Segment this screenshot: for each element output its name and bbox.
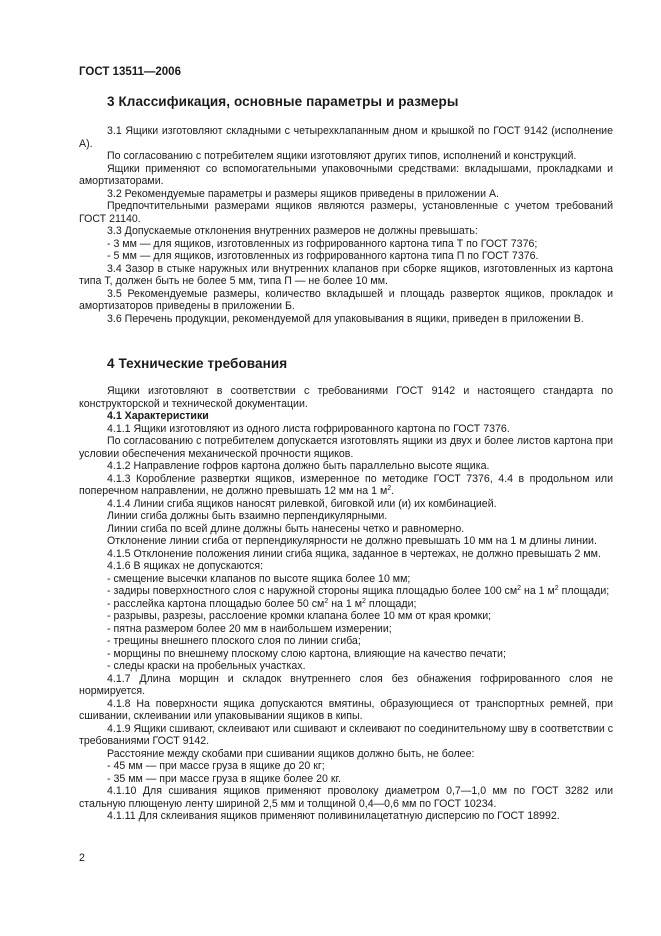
superscript: 2 [554,585,559,592]
section-3-body [79,125,613,325]
paragraph-4-1-8: 4.1.8 На поверхности ящика допускаются вмятины, образующиеся от транспортных ремней, при сшивании, склеивании или упаковывании ящиков в кипы. [79,697,613,722]
paragraph-4-1-10: 4.1.10 Для сшивания ящиков применяют проволоку диаметром 0,7—1,0 мм по ГОСТ 3282 или стальную плющеную ленту шириной 2,5 мм и толщиной 0,4—0,6 мм по ГОСТ 10234. [79,785,613,810]
paragraph-text: 4.1.3 Коробление развертки ящиков, измеренное по методике ГОСТ 7376, 4.4 в продольном или поперечном направлении, не должно превышать 12 мм на 1 м [79,472,613,497]
list-item: - 45 мм — при массе груза в ящике до 20 кг; [107,760,325,772]
list-text: - расслейка картона площадью более 50 см [107,597,325,610]
list-text: площади; [558,585,610,597]
list-item: - 5 мм — для ящиков, изготовленных из гофрированного картона типа П по ГОСТ 7376. [107,250,539,262]
paragraph-4-1-3 [79,473,613,498]
paragraph-4-1-2: 4.1.2 Направление гофров картона должно быть параллельно высоте ящика. [107,460,490,472]
paragraph-3-2: 3.2 Рекомендуемые параметры и размеры ящиков приведены в приложении А. [107,187,499,200]
list-item: - пятна размером более 20 мм в наибольшем измерении; [107,622,392,635]
list-item: - 35 мм — при массе груза в ящике более 20 кг. [107,772,342,785]
paragraph-4-1-4-c: Линии сгиба по всей длине должны быть нанесены четко и равномерно. [107,522,465,535]
list-item: - трещины внешнего плоского слоя по линии сгиба; [107,635,361,647]
paragraph-4-1-1-b: По согласованию с потребителем допускается изготовлять ящики из двух и более листов картона при условии обеспечения механической прочности ящиков. [79,435,613,460]
paragraph-4-1-4-b: Линии сгиба должны быть взаимно перпендикулярными. [107,510,388,522]
list-text: площади; [365,597,417,610]
paragraph-4-1-7: 4.1.7 Длина морщин и складок внутреннего слоя без обнажения гофрированного слоя не нормируется. [79,672,613,697]
subsection-4-1-heading: 4.1 Характеристики [107,410,209,422]
superscript: 2 [362,597,366,605]
paragraph-3-6: 3.6 Перечень продукции, рекомендуемой для упаковывания в ящики, приведен в приложении В. [107,312,584,325]
list-text: - задиры поверхностного слоя с наружной стороны ящика площадью более 100 см [107,585,518,597]
paragraph-4-1-4-d: Отклонение линии сгиба от перпендикулярности не должно превышать 10 мм на 1 м длины линии. [107,535,597,547]
paragraph-4-1-1: 4.1.1 Ящики изготовляют из одного листа гофрированного картона по ГОСТ 7376. [107,422,510,435]
list-item [79,585,613,598]
list-text: на 1 м [521,585,555,597]
paragraph-4-1-4: 4.1.4 Линии сгиба ящиков наносят рилевкой, биговкой или (и) их комбинацией. [107,497,497,510]
list-text: на 1 м [328,597,362,610]
paragraph-3-1-b: По согласованию с потребителем ящики изготовляют других типов, исполнений и конструкций. [107,150,577,162]
list-item: - смещение высечки клапанов по высоте ящика более 10 мм; [107,572,411,585]
paragraph-3-5: 3.5 Рекомендуемые размеры, количество вкладышей и площадь разверток ящиков, прокладок и амортизаторов приведены в приложении Б. [79,287,613,312]
document-code: ГОСТ 13511—2006 [79,66,181,78]
list-item [79,598,613,611]
section-4-heading: 4 Технические требования [107,356,288,371]
paragraph-3-3: 3.3 Допускаемые отклонения внутренних размеров не должны превышать: [107,225,478,237]
paragraph-3-1: 3.1 Ящики изготовляют складными с четырехклапанным дном и крышкой по ГОСТ 9142 (исполнение А). [79,125,613,150]
list-item: - следы краски на пробельных участках. [107,660,306,672]
paragraph-3-4: 3.4 Зазор в стыке наружных или внутренних клапанов при сборке ящиков, изготовленных из картона типа Т, должен быть не более 5 мм, типа П — не более 10 мм. [79,262,613,287]
list-item: - разрывы, разрезы, расслоение кромки клапана более 10 мм от края кромки; [107,610,492,622]
section-3-heading: 3 Классификация, основные параметры и размеры [107,94,459,109]
paragraph-3-1-c: Ящики применяют со вспомогательными упаковочными средствами: вкладышами, прокладками и амортизаторами. [79,162,613,187]
section-4-body [79,385,613,823]
superscript: 2 [324,597,329,605]
paragraph-4-1-11: 4.1.11 Для склеивания ящиков применяют поливинилацетатную дисперсию по ГОСТ 18992. [107,810,560,822]
paragraph-3-2-b: Предпочтительными размерами ящиков являются размеры, установленные с учетом требований ГОСТ 21140. [79,200,613,225]
superscript: 2 [387,485,392,492]
section-4-intro: Ящики изготовляют в соответствии с требованиями ГОСТ 9142 и настоящего стандарта по конструкторской и технической документации. [79,385,613,410]
paragraph-4-1-5: 4.1.5 Отклонение положения линии сгиба ящика, заданное в чертежах, не должно превышать 2 мм. [107,547,601,560]
paragraph-text: . [391,485,395,497]
paragraph-4-1-9: 4.1.9 Ящики сшивают, склеивают или сшивают и склеивают по соединительному шву в соответствии с требованиями ГОСТ 9142. [79,722,613,747]
page-number: 2 [79,852,85,864]
paragraph-4-1-6: 4.1.6 В ящиках не допускаются: [107,560,264,572]
paragraph-4-1-9-b: Расстояние между скобами при сшивании ящиков должно быть, не более: [107,747,475,760]
list-item: - 3 мм — для ящиков, изготовленных из гофрированного картона типа Т по ГОСТ 7376; [107,237,538,250]
superscript: 2 [517,585,522,592]
list-item: - морщины по внешнему плоскому слою картона, влияющие на качество печати; [107,647,506,660]
